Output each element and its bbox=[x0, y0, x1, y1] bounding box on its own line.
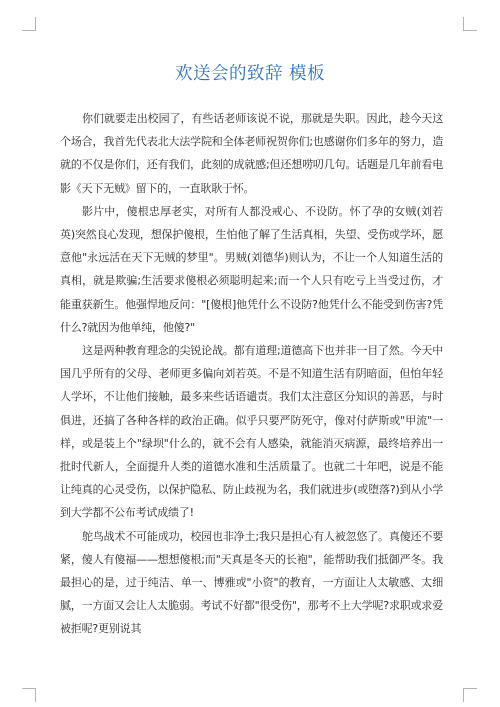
crop-mark-bottom-right-v bbox=[463, 688, 464, 702]
crop-mark-bottom-right-h bbox=[463, 688, 477, 689]
crop-mark-bottom-left-v bbox=[35, 688, 36, 702]
crop-mark-top-left-h bbox=[22, 30, 36, 31]
crop-mark-top-right-h bbox=[463, 30, 477, 31]
crop-mark-bottom-left-h bbox=[22, 688, 36, 689]
document-body bbox=[60, 107, 443, 641]
crop-mark-top-left-v bbox=[35, 17, 36, 31]
crop-mark-top-right-v bbox=[463, 17, 464, 31]
paragraph: 鸵鸟战术不可能成功，校园也非净土;我只是担心有人被忽悠了。真傻还不要紧，傻人有傻福——想想傻根;而"天真是冬天的长袍"，能帮助我们抵御严冬。我最担心的是，过于纯洁、单一、博雅或"小资"的教育，一方面让人太敏感、太细腻，一方面又会让人太脆弱。考试不好都"很受伤"，那考不上大学呢?求职或求爱被拒呢?更别说其 bbox=[60, 529, 443, 636]
paragraph: 影片中，傻根忠厚老实，对所有人都没戒心、不设防。怀了孕的女贼(刘若英)突然良心发现，想保护傻根，生怕他了解了生活真相，失望、受伤或学坏，愿意他"永远活在天下无贼的梦里"。男贼(刘德华)则认为，不让一个人知道生活的真相，就是欺骗;生活要求傻根必须聪明起来;而一个人只有吃亏上当受过伤，才能重获新生。他强悍地反问："[傻根]他凭什么不设防?他凭什么不能受到伤害?凭什么?就因为他单纯，他傻?" bbox=[60, 204, 443, 334]
paragraph: 这是两种教育理念的尖锐论战。都有道理;道德高下也并非一目了然。今天中国几乎所有的父母、老师更多偏向刘若英。不是不知道生活有阴暗面，但怕年轻人学坏，不让他们接触，最多来些话语谴责。我们太注意区分知识的善恶，与时俱进，还搞了各种各样的政治正确。似乎只要严防死守，像对付萨斯或"甲流"一样，或是装上个"绿坝"什么的，就不会有人感染，就能消灭病源，最终培养出一批时代新人，全面提升人类的道德水准和生活质量了。也就二十年吧，说是不能让纯真的心灵受伤，以保护隐私、防止歧视为名，我们就进步(或堕落?)到从小学到大学都不公布考试成绩了! bbox=[60, 344, 443, 520]
document-title: 欢送会的致辞 模板 bbox=[174, 64, 326, 84]
paragraph: 你们就要走出校园了，有些话老师该说不说，那就是失职。因此，趁今天这个场合，我首先代表北大法学院和全体老师祝贺你们;也感谢你们多年的努力，造就的不仅是你们，还有我们，此刻的成就感;但还想唠叨几句。话题是几年前看电影《天下无贼》留下的，一直耿耿于怀。 bbox=[60, 112, 443, 195]
